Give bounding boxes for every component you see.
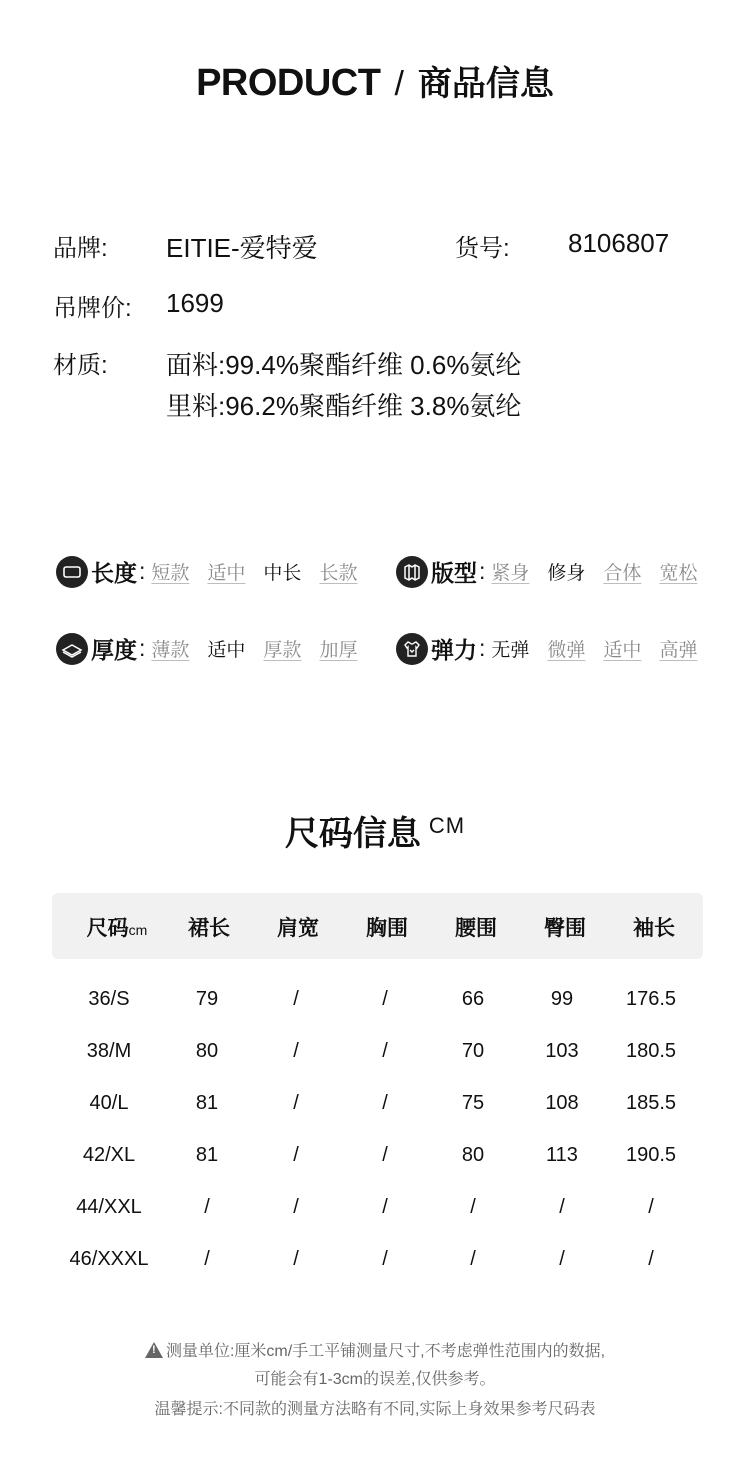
- fabric-thickness-icon: [56, 633, 88, 665]
- option-long: 长款: [319, 563, 358, 584]
- header-unit: cm: [128, 922, 148, 938]
- table-cell: 81: [195, 1144, 219, 1166]
- table-cell: /: [293, 1144, 299, 1166]
- header-cell-waist: 腰围: [455, 917, 497, 940]
- table-cell: /: [648, 1248, 654, 1270]
- size-unit: CM: [428, 813, 466, 838]
- table-cell: /: [470, 1248, 476, 1270]
- header-cell-hip: 臀围: [544, 917, 586, 940]
- option-loose: 宽松: [659, 563, 698, 584]
- header-cell-dress-length: 裙长: [188, 917, 230, 940]
- table-cell: /: [293, 1248, 299, 1270]
- table-cell: 46/XXXL: [69, 1248, 149, 1270]
- table-cell: /: [382, 1196, 388, 1218]
- size-table-header: [52, 893, 703, 959]
- option-thin: 薄款: [151, 640, 190, 661]
- attribute-label: 厚度: [91, 637, 137, 663]
- size-section-title: [0, 806, 750, 855]
- attribute-label: 版型: [431, 560, 477, 586]
- tip-note: 温馨提示:不同款的测量方法略有不同,实际上身效果参考尺码表: [154, 1401, 596, 1418]
- option-thick: 厚款: [263, 640, 302, 661]
- table-cell: 40/L: [89, 1092, 129, 1114]
- note-line-2: 可能会有1-3cm的误差,仅供参考。: [254, 1371, 496, 1388]
- material-label: 材质:: [53, 352, 108, 379]
- page-header: [0, 56, 750, 105]
- table-cell: /: [293, 1092, 299, 1114]
- table-cell: 42/XL: [82, 1144, 136, 1166]
- table-cell: /: [293, 1196, 299, 1218]
- option-medium-stretch: 适中: [603, 640, 642, 661]
- option-no-stretch: 无弹: [491, 640, 530, 661]
- attribute-stretch: 弹力 : 无弹 微弹 适中 高弹: [396, 632, 697, 665]
- table-cell: /: [382, 1040, 388, 1062]
- option-extra-thick: 加厚: [319, 640, 358, 661]
- attribute-label: 长度: [91, 560, 137, 586]
- table-cell: 66: [461, 988, 485, 1010]
- option-medium: 适中: [207, 640, 246, 661]
- table-cell: /: [204, 1196, 210, 1218]
- table-cell: /: [470, 1196, 476, 1218]
- table-cell: 185.5: [625, 1092, 677, 1114]
- material-lining: 里料:96.2%聚酯纤维 3.8%氨纶: [166, 391, 522, 421]
- table-cell: /: [382, 1144, 388, 1166]
- option-slim: 修身: [547, 563, 586, 584]
- header-cell-shoulder: 肩宽: [277, 917, 319, 940]
- table-cell: 75: [461, 1092, 485, 1114]
- table-cell: 190.5: [625, 1144, 677, 1166]
- attribute-label: 弹力: [431, 637, 477, 663]
- measurement-note: [0, 1338, 750, 1361]
- option-high-stretch: 高弹: [659, 640, 698, 661]
- header-cell-chest: 胸围: [366, 917, 408, 940]
- attribute-fit: 版型 : 紧身 修身 合体 宽松: [396, 555, 697, 588]
- dress-length-icon: [56, 556, 88, 588]
- table-cell: 80: [461, 1144, 485, 1166]
- price-value: 1699: [166, 288, 224, 318]
- table-cell: 99: [550, 988, 574, 1010]
- table-cell: 113: [546, 1144, 578, 1166]
- table-cell: /: [559, 1196, 565, 1218]
- size-title: 尺码信息: [284, 815, 421, 853]
- brand-value: EITIE-爱特爱: [166, 233, 318, 263]
- table-cell: /: [293, 988, 299, 1010]
- material-outer: 面料:99.4%聚酯纤维 0.6%氨纶: [166, 350, 522, 380]
- sku-value: 8106807: [568, 228, 670, 258]
- header-separator: /: [394, 65, 404, 103]
- table-cell: /: [382, 988, 388, 1010]
- table-cell: /: [204, 1248, 210, 1270]
- option-mid-length: 中长: [263, 563, 302, 584]
- table-cell: 81: [195, 1092, 219, 1114]
- table-cell: 80: [195, 1040, 219, 1062]
- option-medium: 适中: [207, 563, 246, 584]
- option-regular: 合体: [603, 563, 642, 584]
- table-cell: 108: [545, 1092, 579, 1114]
- note-line-1: 测量单位:厘米cm/手工平铺测量尺寸,不考虑弹性范围内的数据,: [165, 1343, 606, 1360]
- header-english-title: PRODUCT: [196, 62, 381, 104]
- attribute-length: 长度 : 短款 适中 中长 长款: [56, 555, 357, 588]
- table-cell: /: [382, 1092, 388, 1114]
- price-label: 吊牌价:: [53, 295, 132, 322]
- sku-label: 货号:: [455, 235, 510, 262]
- table-cell: 103: [545, 1040, 579, 1062]
- option-slight-stretch: 微弹: [547, 640, 586, 661]
- table-cell: /: [648, 1196, 654, 1218]
- option-short: 短款: [151, 563, 190, 584]
- table-cell: 36/S: [88, 988, 130, 1010]
- stretch-shirt-icon: [396, 633, 428, 665]
- brand-label: 品牌:: [53, 235, 108, 262]
- table-cell: 180.5: [625, 1040, 677, 1062]
- attribute-thickness: 厚度 : 薄款 适中 厚款 加厚: [56, 632, 357, 665]
- header-chinese-title: 商品信息: [417, 65, 554, 103]
- warning-icon: [145, 1342, 163, 1358]
- table-cell: 70: [461, 1040, 485, 1062]
- table-cell: /: [293, 1040, 299, 1062]
- table-cell: /: [559, 1248, 565, 1270]
- table-cell: /: [382, 1248, 388, 1270]
- table-cell: 79: [195, 988, 219, 1010]
- table-cell: 44/XXL: [76, 1196, 142, 1218]
- header-cell-sleeve: 袖长: [633, 917, 675, 940]
- table-cell: 38/M: [86, 1040, 132, 1062]
- table-cell: 176.5: [625, 988, 677, 1010]
- pattern-fit-icon: [396, 556, 428, 588]
- header-cell-size: 尺码cm: [86, 917, 148, 940]
- option-tight: 紧身: [491, 563, 530, 584]
